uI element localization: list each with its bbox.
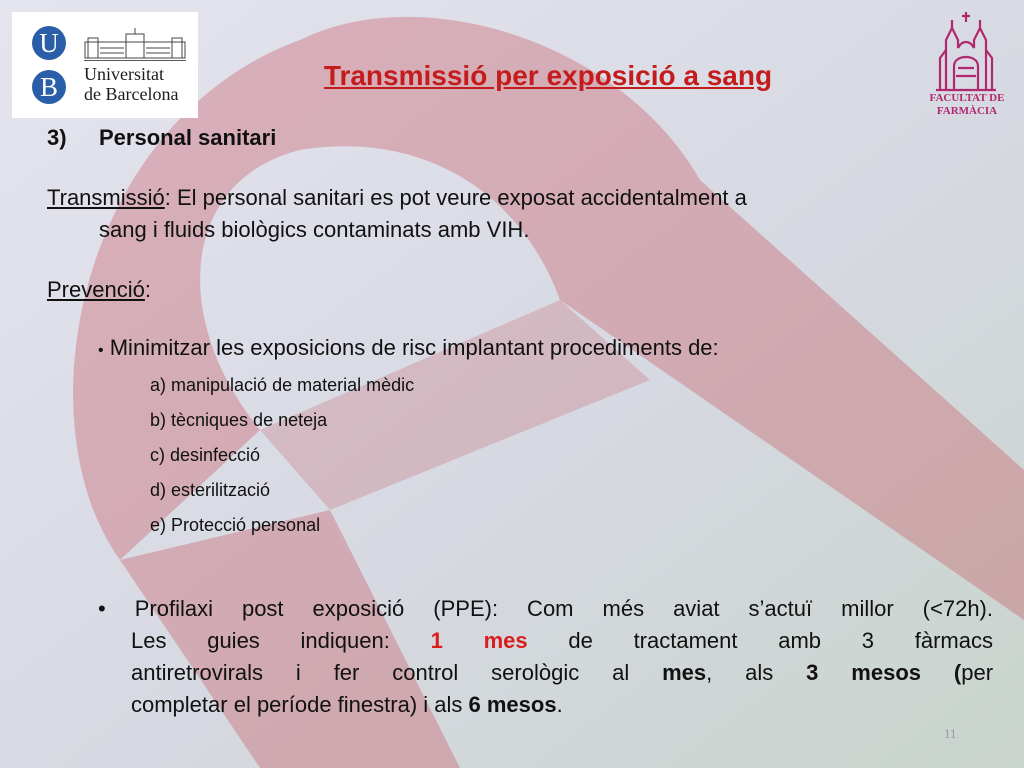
ub-name-line1: Universitat (84, 64, 164, 84)
section-title: Personal sanitari (99, 125, 277, 150)
slide-title: Transmissió per exposició a sang (323, 60, 773, 91)
ppe-bold-month: mes (662, 660, 707, 685)
transmission-text-line2: sang i fluids biològics contaminats amb VIH. (99, 217, 530, 242)
ub-building-icon (84, 28, 186, 60)
transmission-label: Transmissió (47, 185, 165, 210)
ub-letter-u: U (32, 26, 66, 60)
ub-letter-b: B (32, 70, 66, 104)
bullet-marker: • (98, 596, 106, 621)
transmission-text-line1: El personal sanitari es pot veure exposat accidentalment a (170, 185, 747, 210)
bullet-marker: • (98, 342, 104, 359)
ppe-bold-6-months: 6 mesos (468, 692, 557, 717)
prevention-label: Prevenció (47, 277, 145, 302)
ppe-line-1-text: Profilaxi post exposició (PPE): Com més aviat s’actuï millor (<72h). (134, 596, 993, 621)
ppe-text: , als (706, 660, 807, 685)
page-number: 11 (944, 726, 957, 741)
ppe-highlight-one-month: 1 mes (430, 628, 528, 653)
section-number: 3) (47, 125, 67, 150)
facultat-farmacia-logo (922, 10, 1012, 122)
ppe-line-1 (98, 593, 993, 625)
ppe-bold-3-months: 3 mesos ( (806, 660, 962, 685)
ppe-text: completar el període finestra) i als (131, 692, 469, 717)
bullet-post-exposure-prophylaxis (98, 593, 993, 721)
prevention-heading (47, 274, 993, 306)
bullet-text: Minimitzar les exposicions de risc implantant procediments de: (109, 335, 719, 360)
procedure-item: c) desinfecció (150, 445, 261, 465)
procedure-item: e) Protecció personal (150, 515, 321, 535)
ub-name (84, 64, 178, 104)
farmacia-text (922, 92, 1012, 118)
ppe-text: Les guies indiquen: (131, 628, 431, 653)
farmacia-building-icon (932, 10, 1000, 92)
ub-name-line2: de Barcelona (84, 84, 179, 104)
farmacia-text-line2: FARMÀCIA (936, 105, 998, 117)
university-of-barcelona-logo (12, 12, 198, 118)
ppe-line-2 (98, 625, 993, 657)
ppe-text: per (961, 660, 994, 685)
procedure-item: a) manipulació de material mèdic (150, 375, 415, 395)
ppe-text: . (556, 692, 563, 717)
transmission-colon: : (164, 185, 171, 210)
bullet-minimize-exposure (98, 335, 719, 361)
ppe-line-4 (98, 689, 993, 721)
section-heading (47, 125, 276, 151)
transmission-paragraph (47, 182, 993, 246)
ppe-text: de tractament amb 3 fàrmacs (527, 628, 993, 653)
farmacia-text-line1: FACULTAT DE (929, 92, 1005, 104)
ub-logo-divider (84, 60, 186, 61)
ppe-line-3 (98, 657, 993, 689)
procedure-item: d) esterilització (150, 480, 271, 500)
ppe-text: antiretrovirals i fer control serològic al (131, 660, 663, 685)
procedure-item: b) tècniques de neteja (150, 410, 328, 430)
prevention-colon: : (144, 277, 151, 302)
